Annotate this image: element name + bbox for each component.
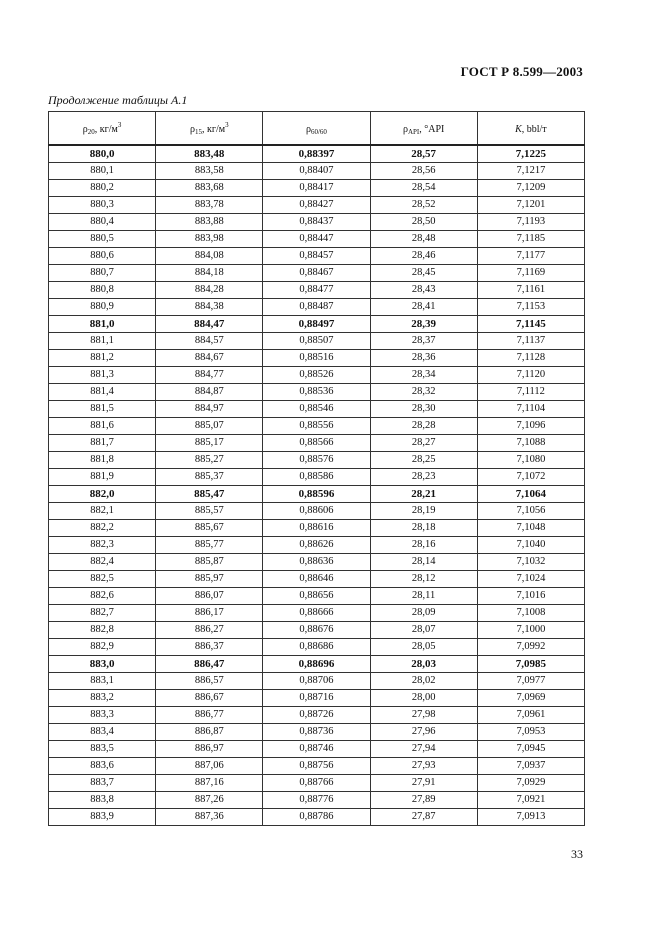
cell-rho60: 0,88536: [263, 384, 370, 401]
cell-rho20: 881,3: [49, 367, 156, 384]
cell-k: 7,1024: [477, 571, 584, 588]
cell-rho20: 880,9: [49, 299, 156, 316]
cell-rho60: 0,88487: [263, 299, 370, 316]
cell-rho60: 0,88666: [263, 605, 370, 622]
cell-rho20: 880,6: [49, 248, 156, 265]
cell-rho15: 885,07: [156, 418, 263, 435]
cell-rho15: 886,67: [156, 690, 263, 707]
column-header-k: K, bbl/т: [477, 112, 584, 146]
table-row: [49, 469, 585, 486]
cell-rho15: 883,58: [156, 163, 263, 180]
cell-api: 28,00: [370, 690, 477, 707]
cell-api: 28,07: [370, 622, 477, 639]
cell-k: 7,1104: [477, 401, 584, 418]
cell-rho60: 0,88526: [263, 367, 370, 384]
cell-api: 28,56: [370, 163, 477, 180]
cell-rho60: 0,88417: [263, 180, 370, 197]
cell-k: 7,1225: [477, 145, 584, 163]
cell-rho60: 0,88736: [263, 724, 370, 741]
cell-k: 7,1185: [477, 231, 584, 248]
table-row: [49, 503, 585, 520]
table-header-row: [49, 112, 585, 146]
cell-rho15: 885,67: [156, 520, 263, 537]
cell-api: 27,98: [370, 707, 477, 724]
table-caption: Продолжение таблицы А.1: [48, 93, 188, 107]
cell-rho15: 885,17: [156, 435, 263, 452]
table-row: [49, 384, 585, 401]
table-row: [49, 741, 585, 758]
cell-rho20: 882,1: [49, 503, 156, 520]
cell-k: 7,0953: [477, 724, 584, 741]
cell-rho15: 887,36: [156, 809, 263, 826]
cell-k: 7,0992: [477, 639, 584, 656]
density-table: [48, 111, 585, 826]
cell-api: 28,50: [370, 214, 477, 231]
cell-k: 7,1080: [477, 452, 584, 469]
table-row: [49, 656, 585, 673]
table-row: [49, 248, 585, 265]
cell-rho15: 887,26: [156, 792, 263, 809]
cell-rho20: 883,6: [49, 758, 156, 775]
table-row: [49, 690, 585, 707]
cell-rho60: 0,88726: [263, 707, 370, 724]
cell-k: 7,1008: [477, 605, 584, 622]
table-row: [49, 180, 585, 197]
cell-k: 7,0929: [477, 775, 584, 792]
cell-api: 28,21: [370, 486, 477, 503]
cell-rho20: 881,9: [49, 469, 156, 486]
cell-rho60: 0,88646: [263, 571, 370, 588]
cell-rho60: 0,88766: [263, 775, 370, 792]
cell-api: 28,30: [370, 401, 477, 418]
cell-rho15: 884,18: [156, 265, 263, 282]
cell-k: 7,1128: [477, 350, 584, 367]
column-header-rho20: $\rho_{20}$, $кг/м^3$: [49, 112, 156, 146]
cell-api: 27,89: [370, 792, 477, 809]
cell-k: 7,0961: [477, 707, 584, 724]
table-row: [49, 163, 585, 180]
cell-rho20: 880,2: [49, 180, 156, 197]
cell-rho20: 883,3: [49, 707, 156, 724]
cell-rho15: 885,77: [156, 537, 263, 554]
table-row: [49, 673, 585, 690]
cell-rho20: 882,2: [49, 520, 156, 537]
cell-api: 28,36: [370, 350, 477, 367]
cell-rho60: 0,88776: [263, 792, 370, 809]
cell-k: 7,1064: [477, 486, 584, 503]
cell-rho60: 0,88686: [263, 639, 370, 656]
cell-rho15: 886,37: [156, 639, 263, 656]
cell-api: 28,11: [370, 588, 477, 605]
cell-rho60: 0,88457: [263, 248, 370, 265]
cell-rho15: 886,77: [156, 707, 263, 724]
cell-rho15: 884,87: [156, 384, 263, 401]
cell-rho15: 883,98: [156, 231, 263, 248]
cell-rho60: 0,88566: [263, 435, 370, 452]
cell-rho15: 885,47: [156, 486, 263, 503]
table-row: [49, 486, 585, 503]
cell-rho60: 0,88467: [263, 265, 370, 282]
cell-rho20: 882,8: [49, 622, 156, 639]
cell-api: 28,16: [370, 537, 477, 554]
cell-rho20: 882,0: [49, 486, 156, 503]
cell-k: 7,1000: [477, 622, 584, 639]
cell-rho15: 885,37: [156, 469, 263, 486]
cell-k: 7,1137: [477, 333, 584, 350]
cell-k: 7,1040: [477, 537, 584, 554]
table-body: [49, 145, 585, 826]
table-row: [49, 520, 585, 537]
cell-rho60: 0,88427: [263, 197, 370, 214]
page-number: 33: [571, 847, 583, 861]
cell-k: 7,1120: [477, 367, 584, 384]
table-row: [49, 622, 585, 639]
cell-api: 28,52: [370, 197, 477, 214]
cell-k: 7,1161: [477, 282, 584, 299]
cell-rho20: 880,4: [49, 214, 156, 231]
cell-k: 7,1193: [477, 214, 584, 231]
cell-api: 28,14: [370, 554, 477, 571]
table-row: [49, 792, 585, 809]
cell-rho20: 881,1: [49, 333, 156, 350]
cell-rho15: 886,87: [156, 724, 263, 741]
cell-rho20: 883,0: [49, 656, 156, 673]
cell-k: 7,1056: [477, 503, 584, 520]
cell-rho20: 881,5: [49, 401, 156, 418]
cell-rho20: 880,3: [49, 197, 156, 214]
cell-rho15: 884,38: [156, 299, 263, 316]
cell-api: 28,46: [370, 248, 477, 265]
cell-rho15: 887,06: [156, 758, 263, 775]
cell-rho15: 886,57: [156, 673, 263, 690]
cell-api: 28,28: [370, 418, 477, 435]
cell-api: 28,34: [370, 367, 477, 384]
table-row: [49, 265, 585, 282]
cell-rho15: 884,28: [156, 282, 263, 299]
cell-k: 7,0921: [477, 792, 584, 809]
cell-rho60: 0,88447: [263, 231, 370, 248]
cell-rho15: 885,97: [156, 571, 263, 588]
table-row: [49, 452, 585, 469]
cell-api: 28,43: [370, 282, 477, 299]
cell-rho15: 884,08: [156, 248, 263, 265]
cell-api: 28,12: [370, 571, 477, 588]
cell-rho60: 0,88616: [263, 520, 370, 537]
cell-rho60: 0,88546: [263, 401, 370, 418]
cell-api: 28,57: [370, 145, 477, 163]
table-row: [49, 605, 585, 622]
cell-k: 7,1048: [477, 520, 584, 537]
table-row: [49, 401, 585, 418]
cell-rho20: 880,1: [49, 163, 156, 180]
column-header-rho60: $\rho_{60/60}$: [263, 112, 370, 146]
table-row: [49, 214, 585, 231]
cell-rho20: 882,4: [49, 554, 156, 571]
cell-k: 7,1177: [477, 248, 584, 265]
cell-rho15: 886,07: [156, 588, 263, 605]
cell-rho15: 885,57: [156, 503, 263, 520]
cell-rho20: 881,0: [49, 316, 156, 333]
cell-rho15: 886,17: [156, 605, 263, 622]
cell-k: 7,0985: [477, 656, 584, 673]
cell-rho20: 881,6: [49, 418, 156, 435]
cell-rho15: 883,68: [156, 180, 263, 197]
table-row: [49, 758, 585, 775]
cell-rho60: 0,88507: [263, 333, 370, 350]
cell-rho20: 883,5: [49, 741, 156, 758]
table-row: [49, 571, 585, 588]
column-header-rho15: $\rho_{15}$, $кг/м^3$: [156, 112, 263, 146]
table-row: [49, 145, 585, 163]
cell-api: 27,87: [370, 809, 477, 826]
cell-rho15: 884,67: [156, 350, 263, 367]
cell-rho20: 882,5: [49, 571, 156, 588]
cell-k: 7,0937: [477, 758, 584, 775]
cell-rho60: 0,88676: [263, 622, 370, 639]
cell-rho60: 0,88746: [263, 741, 370, 758]
cell-rho60: 0,88586: [263, 469, 370, 486]
cell-rho60: 0,88706: [263, 673, 370, 690]
cell-api: 28,37: [370, 333, 477, 350]
cell-rho60: 0,88516: [263, 350, 370, 367]
table-row: [49, 707, 585, 724]
cell-rho15: 887,16: [156, 775, 263, 792]
cell-k: 7,1153: [477, 299, 584, 316]
column-header-api: $\rho_{API}$, °API: [370, 112, 477, 146]
cell-rho20: 883,8: [49, 792, 156, 809]
table-row: [49, 350, 585, 367]
cell-k: 7,0977: [477, 673, 584, 690]
table-row: [49, 537, 585, 554]
table-row: [49, 333, 585, 350]
cell-api: 27,94: [370, 741, 477, 758]
cell-api: 28,54: [370, 180, 477, 197]
cell-rho60: 0,88606: [263, 503, 370, 520]
cell-rho15: 884,47: [156, 316, 263, 333]
cell-api: 27,93: [370, 758, 477, 775]
cell-rho15: 883,48: [156, 145, 263, 163]
cell-rho15: 885,87: [156, 554, 263, 571]
table-row: [49, 367, 585, 384]
cell-rho20: 881,8: [49, 452, 156, 469]
cell-api: 28,25: [370, 452, 477, 469]
cell-rho20: 883,9: [49, 809, 156, 826]
cell-k: 7,1096: [477, 418, 584, 435]
cell-api: 28,05: [370, 639, 477, 656]
cell-rho15: 886,47: [156, 656, 263, 673]
cell-rho20: 880,7: [49, 265, 156, 282]
cell-rho60: 0,88397: [263, 145, 370, 163]
document-code: ГОСТ Р 8.599—2003: [460, 64, 583, 79]
cell-rho60: 0,88407: [263, 163, 370, 180]
table-row: [49, 231, 585, 248]
cell-rho20: 883,1: [49, 673, 156, 690]
cell-api: 27,91: [370, 775, 477, 792]
cell-rho60: 0,88786: [263, 809, 370, 826]
cell-api: 28,23: [370, 469, 477, 486]
cell-k: 7,0945: [477, 741, 584, 758]
table-row: [49, 588, 585, 605]
cell-rho15: 884,97: [156, 401, 263, 418]
cell-api: 28,09: [370, 605, 477, 622]
table-row: [49, 418, 585, 435]
cell-k: 7,1217: [477, 163, 584, 180]
table-row: [49, 639, 585, 656]
cell-rho20: 883,7: [49, 775, 156, 792]
table-row: [49, 299, 585, 316]
cell-api: 28,03: [370, 656, 477, 673]
cell-k: 7,1169: [477, 265, 584, 282]
table-row: [49, 316, 585, 333]
cell-k: 7,1032: [477, 554, 584, 571]
cell-k: 7,1016: [477, 588, 584, 605]
cell-rho60: 0,88696: [263, 656, 370, 673]
cell-api: 28,48: [370, 231, 477, 248]
table-row: [49, 435, 585, 452]
cell-api: 28,02: [370, 673, 477, 690]
cell-rho60: 0,88576: [263, 452, 370, 469]
cell-rho20: 882,6: [49, 588, 156, 605]
cell-api: 28,41: [370, 299, 477, 316]
cell-k: 7,1072: [477, 469, 584, 486]
cell-rho15: 884,77: [156, 367, 263, 384]
table-row: [49, 282, 585, 299]
cell-k: 7,1209: [477, 180, 584, 197]
cell-api: 28,45: [370, 265, 477, 282]
cell-k: 7,1112: [477, 384, 584, 401]
cell-rho20: 881,2: [49, 350, 156, 367]
cell-rho15: 884,57: [156, 333, 263, 350]
cell-rho20: 882,3: [49, 537, 156, 554]
table-row: [49, 554, 585, 571]
cell-rho15: 886,97: [156, 741, 263, 758]
cell-rho60: 0,88596: [263, 486, 370, 503]
cell-api: 28,32: [370, 384, 477, 401]
cell-rho15: 883,78: [156, 197, 263, 214]
cell-k: 7,1145: [477, 316, 584, 333]
cell-rho20: 882,7: [49, 605, 156, 622]
cell-rho20: 880,5: [49, 231, 156, 248]
cell-rho20: 883,4: [49, 724, 156, 741]
cell-rho20: 881,7: [49, 435, 156, 452]
cell-rho20: 882,9: [49, 639, 156, 656]
cell-rho20: 880,8: [49, 282, 156, 299]
cell-rho60: 0,88556: [263, 418, 370, 435]
cell-rho20: 883,2: [49, 690, 156, 707]
cell-k: 7,1201: [477, 197, 584, 214]
cell-rho60: 0,88437: [263, 214, 370, 231]
cell-api: 28,18: [370, 520, 477, 537]
table-row: [49, 775, 585, 792]
table-row: [49, 809, 585, 826]
cell-rho60: 0,88656: [263, 588, 370, 605]
cell-rho60: 0,88756: [263, 758, 370, 775]
cell-k: 7,0913: [477, 809, 584, 826]
cell-rho60: 0,88626: [263, 537, 370, 554]
cell-api: 28,27: [370, 435, 477, 452]
cell-rho60: 0,88497: [263, 316, 370, 333]
cell-rho15: 886,27: [156, 622, 263, 639]
cell-api: 28,19: [370, 503, 477, 520]
cell-k: 7,0969: [477, 690, 584, 707]
cell-rho20: 880,0: [49, 145, 156, 163]
cell-api: 28,39: [370, 316, 477, 333]
cell-rho15: 883,88: [156, 214, 263, 231]
cell-rho20: 881,4: [49, 384, 156, 401]
cell-rho60: 0,88716: [263, 690, 370, 707]
cell-rho15: 885,27: [156, 452, 263, 469]
cell-rho60: 0,88636: [263, 554, 370, 571]
table-row: [49, 724, 585, 741]
cell-k: 7,1088: [477, 435, 584, 452]
cell-api: 27,96: [370, 724, 477, 741]
table-row: [49, 197, 585, 214]
cell-rho60: 0,88477: [263, 282, 370, 299]
